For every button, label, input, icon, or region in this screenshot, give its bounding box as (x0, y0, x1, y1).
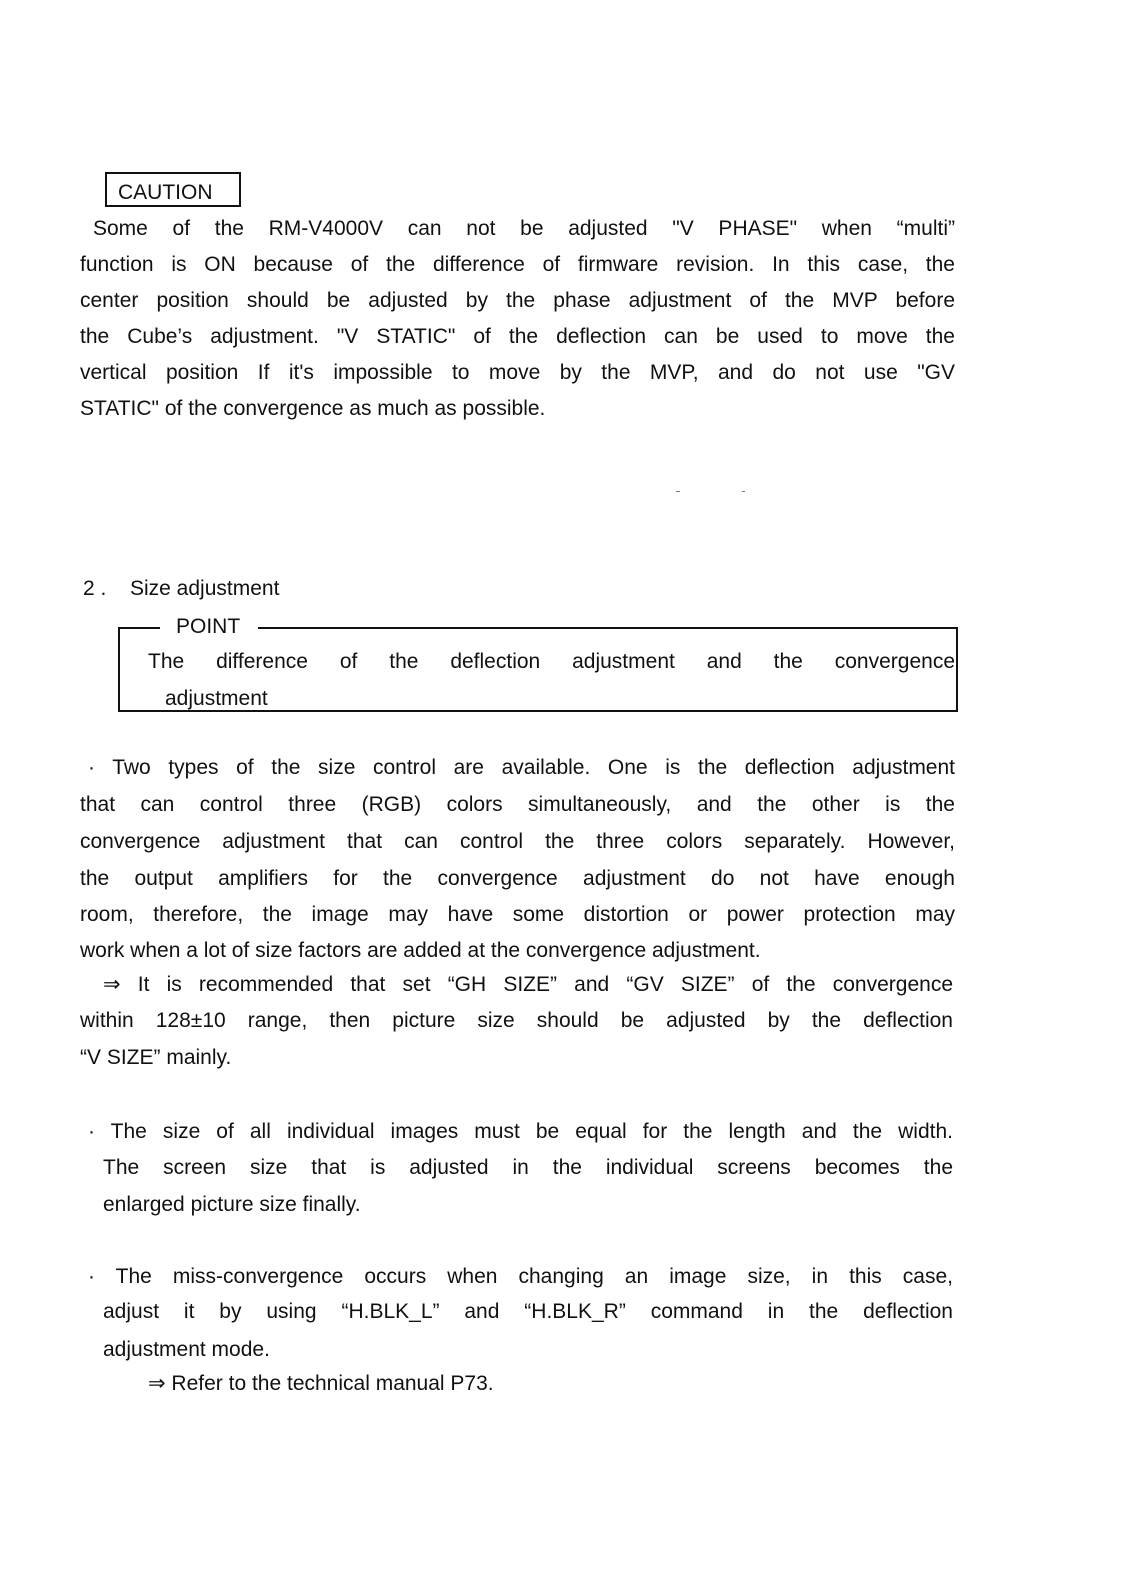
bullet-text-line: · Two types of the size control are available. One is the deflection adjustment (88, 756, 955, 779)
section-number: 2 . (83, 577, 107, 600)
point-label: POINT (176, 615, 241, 638)
bullet-text-line: work when a lot of size factors are added at the convergence adjustment. (80, 939, 761, 962)
caution-text-line: center position should be adjusted by the phase adjustment of the MVP before (80, 289, 955, 312)
bullet-text-line: The screen size that is adjusted in the individual screens becomes the (103, 1156, 953, 1179)
section-title: Size adjustment (130, 577, 280, 600)
bullet-text-line: the output amplifiers for the convergence adjustment do not have enough (80, 867, 955, 890)
caution-text-line: vertical position If it's impossible to move by the MVP, and do not use "GV (80, 361, 955, 384)
caution-text-line: function is ON because of the difference of firmware revision. In this case, the (80, 253, 955, 276)
caution-text-line: STATIC" of the convergence as much as possible. (80, 397, 546, 420)
bullet-text-line: adjustment mode. (103, 1338, 270, 1361)
bullet-text-line: enlarged picture size finally. (103, 1193, 361, 1216)
bullet-text-line: · The size of all individual images must be equal for the length and the width. (88, 1120, 953, 1143)
bullet-text-line: · The miss-convergence occurs when changing an image size, in this case, (88, 1265, 953, 1288)
recommend-text-line: “V SIZE” mainly. (80, 1046, 232, 1069)
bullet-text-line: adjust it by using “H.BLK_L” and “H.BLK_R” command in the deflection (103, 1300, 953, 1323)
refer-text-line: ⇒ Refer to the technical manual P73. (148, 1372, 494, 1395)
scan-speck (742, 491, 745, 492)
caution-text-line: the Cube’s adjustment. "V STATIC" of the deflection can be used to move the (80, 325, 955, 348)
bullet-text-line: convergence adjustment that can control the three colors separately. However, (80, 830, 955, 853)
caution-text-line: Some of the RM-V4000V can not be adjusted "V PHASE" when “multi” (93, 217, 955, 240)
point-text-line: The difference of the deflection adjustment and the convergence (148, 650, 955, 673)
bullet-text-line: that can control three (RGB) colors simultaneously, and the other is the (80, 793, 955, 816)
recommend-text-line: ⇒ It is recommended that set “GH SIZE” and “GV SIZE” of the convergence (103, 973, 953, 996)
point-text-line: adjustment (165, 687, 268, 710)
caution-label: CAUTION (118, 181, 213, 204)
bullet-text-line: room, therefore, the image may have some distortion or power protection may (80, 903, 955, 926)
scan-speck (676, 491, 680, 492)
point-rule-right (258, 627, 958, 629)
point-rule-left (118, 627, 160, 629)
recommend-text-line: within 128±10 range, then picture size should be adjusted by the deflection (80, 1009, 953, 1032)
